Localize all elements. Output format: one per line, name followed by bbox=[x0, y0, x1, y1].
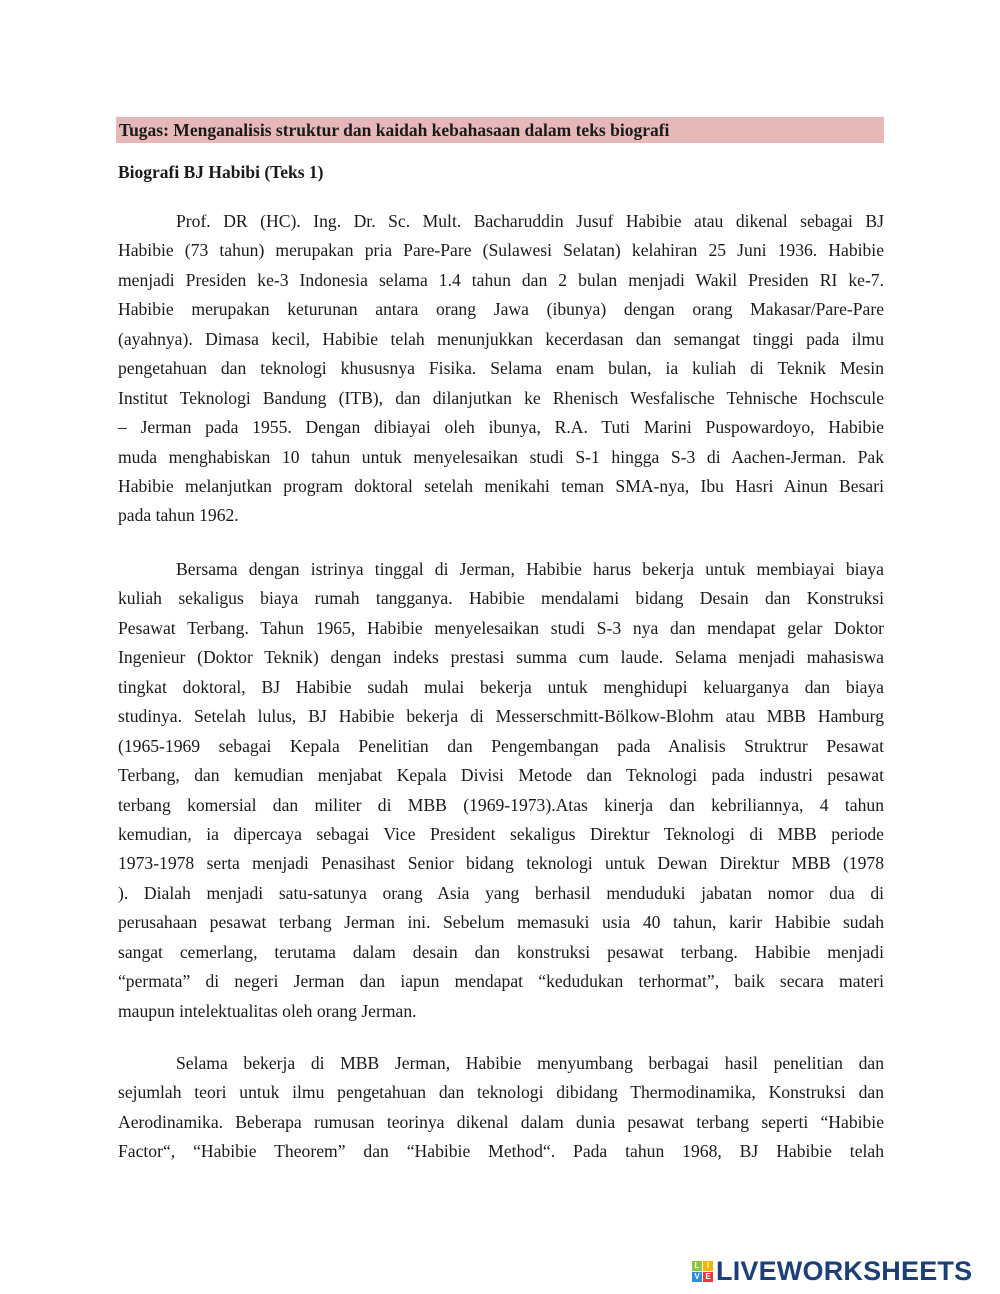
text-line: tingkat doktoral, BJ Habibie sudah mulai bekerja untuk menghidupi keluarganya dan biaya bbox=[118, 676, 884, 697]
text-line: pengetahuan dan teknologi khususnya Fisika. Selama enam bulan, ia kuliah di Teknik Mesin bbox=[118, 358, 884, 379]
text-line: ). Dialah menjadi satu-satunya orang Asia yang berhasil menduduki jabatan nomor dua di bbox=[118, 882, 884, 903]
text-line: (1965-1969 sebagai Kepala Penelitian dan Pengembangan pada Analisis Struktrur Pesawat bbox=[118, 735, 884, 756]
paragraph-1 bbox=[118, 207, 884, 531]
text-line: Selama bekerja di MBB Jerman, Habibie menyumbang berbagai hasil penelitian dan bbox=[176, 1053, 884, 1073]
text-line: – Jerman pada 1955. Dengan dibiayai oleh ibunya, R.A. Tuti Marini Puspowardoyo, Habibie bbox=[118, 417, 884, 438]
text-line: perusahaan pesawat terbang Jerman ini. Sebelum memasuki usia 40 tahun, karir Habibie sudah bbox=[118, 912, 884, 933]
text-line: muda menghabiskan 10 tahun untuk menyelesaikan studi S-1 hingga S-3 di Aachen-Jerman. Pak bbox=[118, 446, 884, 467]
text-line: kemudian, ia dipercaya sebagai Vice President sekaligus Direktur Teknologi di MBB periode bbox=[118, 823, 884, 844]
liveworksheets-logo bbox=[692, 1256, 972, 1287]
document-subtitle: Biografi BJ Habibi (Teks 1) bbox=[118, 162, 324, 182]
logo-tile: V bbox=[692, 1272, 702, 1282]
logo-tile: I bbox=[703, 1261, 713, 1271]
text-line: maupun intelektualitas oleh orang Jerman. bbox=[118, 1000, 417, 1021]
text-line: studinya. Setelah lulus, BJ Habibie bekerja di Messerschmitt-Bölkow-Blohm atau MBB Hamburg bbox=[118, 706, 884, 727]
text-line: Habibie melanjutkan program doktoral setelah menikahi teman SMA-nya, Ibu Hasri Ainun Besari bbox=[118, 475, 884, 496]
logo-tiles-icon bbox=[692, 1261, 713, 1282]
paragraph-2 bbox=[118, 555, 884, 1026]
text-line: (ayahnya). Dimasa kecil, Habibie telah menunjukkan kecerdasan dan semangat tinggi pada ilmu bbox=[118, 328, 884, 349]
text-line: Aerodinamika. Beberapa rumusan teorinya dikenal dalam dunia pesawat terbang seperti “Habibie bbox=[118, 1111, 884, 1132]
text-line: terbang komersial dan militer di MBB (1969-1973).Atas kinerja dan kebriliannya, 4 tahun bbox=[118, 794, 884, 815]
text-line: Habibie merupakan keturunan antara orang Jawa (ibunya) dengan orang Makasar/Pare-Pare bbox=[118, 299, 884, 320]
task-heading: Tugas: Menganalisis struktur dan kaidah kebahasaan dalam teks biografi bbox=[119, 120, 670, 140]
text-line: Terbang, dan kemudian menjabat Kepala Divisi Metode dan Teknologi pada industri pesawat bbox=[118, 765, 884, 786]
task-heading-bar bbox=[116, 117, 884, 143]
paragraph-3 bbox=[118, 1049, 884, 1167]
text-line: Institut Teknologi Bandung (ITB), dan dilanjutkan ke Rhenisch Wesfalische Tehnische Hochscule bbox=[118, 387, 884, 408]
text-line: Habibie (73 tahun) merupakan pria Pare-Pare (Sulawesi Selatan) kelahiran 25 Juni 1936. Habibie bbox=[118, 240, 884, 261]
text-line: Prof. DR (HC). Ing. Dr. Sc. Mult. Bacharuddin Jusuf Habibie atau dikenal sebagai BJ bbox=[176, 211, 884, 231]
text-line: Bersama dengan istrinya tinggal di Jerman, Habibie harus bekerja untuk membiayai biaya bbox=[176, 559, 884, 579]
text-line: “permata” di negeri Jerman dan iapun mendapat “kedudukan terhormat”, baik secara materi bbox=[118, 971, 884, 992]
logo-tile: L bbox=[692, 1261, 702, 1271]
text-line: 1973-1978 serta menjadi Penasihast Senior bidang teknologi untuk Dewan Direktur MBB (1978 bbox=[118, 853, 884, 874]
logo-brand-text: LIVEWORKSHEETS bbox=[716, 1256, 973, 1286]
logo-tile: E bbox=[703, 1272, 713, 1282]
text-line: Pesawat Terbang. Tahun 1965, Habibie menyelesaikan studi S-3 nya dan mendapat gelar Doktor bbox=[118, 617, 884, 638]
text-line: Factor“, “Habibie Theorem” dan “Habibie Method“. Pada tahun 1968, BJ Habibie telah bbox=[118, 1141, 884, 1162]
text-line: sangat cemerlang, terutama dalam desain dan konstruksi pesawat terbang. Habibie menjadi bbox=[118, 941, 884, 962]
text-line: pada tahun 1962. bbox=[118, 505, 239, 526]
text-line: Ingenieur (Doktor Teknik) dengan indeks prestasi summa cum laude. Selama menjadi mahasiswa bbox=[118, 647, 884, 668]
text-line: kuliah sekaligus biaya rumah tangganya. Habibie mendalami bidang Desain dan Konstruksi bbox=[118, 588, 884, 609]
text-line: sejumlah teori untuk ilmu pengetahuan dan teknologi dibidang Thermodinamika, Konstruksi dan bbox=[118, 1082, 884, 1103]
text-line: menjadi Presiden ke-3 Indonesia selama 1.4 tahun dan 2 bulan menjadi Wakil Presiden RI ke-7. bbox=[118, 269, 884, 290]
